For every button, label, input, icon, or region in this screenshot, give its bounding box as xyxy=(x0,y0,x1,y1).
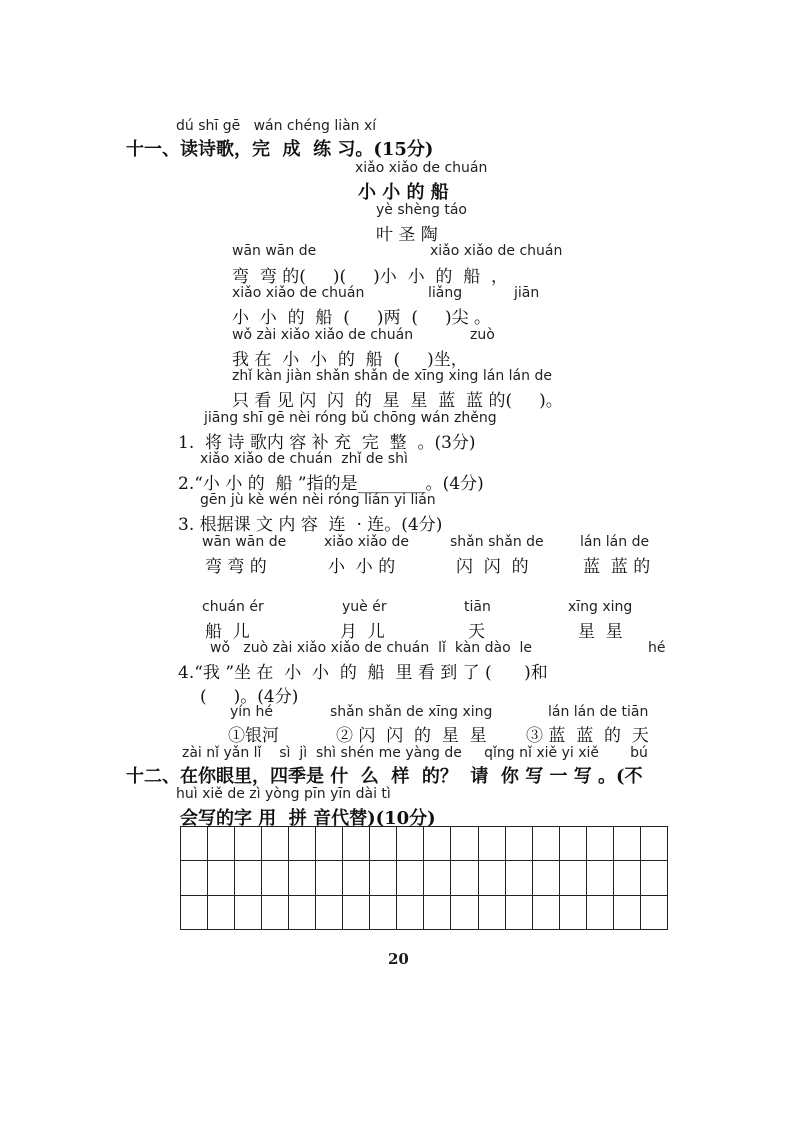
poem-line4: 只 看 见 闪 闪 的 星 星 蓝 蓝 的( )。 xyxy=(232,391,563,411)
q3-top-pinyin-1: xiǎo xiǎo de xyxy=(324,534,410,550)
page-number: 20 xyxy=(388,950,409,968)
q4-option-2[interactable]: ③ 蓝 蓝 的 天 xyxy=(526,726,649,746)
poem-line2-pinyin-c: jiān xyxy=(514,285,540,301)
section12-heading2: 会写的字 用 拼 音代替)(10分) xyxy=(180,808,436,829)
grid-cell[interactable] xyxy=(505,895,532,929)
q3-top-word-1[interactable]: 小 小 的 xyxy=(328,557,396,577)
grid-cell[interactable] xyxy=(478,861,505,895)
grid-row xyxy=(181,895,668,929)
q2-pinyin: xiǎo xiǎo de chuán zhǐ de shì xyxy=(200,451,408,467)
q4-text2: ( )。(4分) xyxy=(200,687,299,707)
grid-cell[interactable] xyxy=(613,827,640,861)
q4-option-pinyin-2: lán lán de tiān xyxy=(548,704,649,720)
grid-cell[interactable] xyxy=(397,827,424,861)
grid-cell[interactable] xyxy=(397,895,424,929)
q3-bottom-word-0[interactable]: 船 儿 xyxy=(205,622,250,642)
q4-pinyin-end: hé xyxy=(648,640,666,656)
grid-cell[interactable] xyxy=(532,861,559,895)
poem-line2: 小 小 的 船 ( )两 ( )尖 。 xyxy=(232,308,492,328)
poem-line1: 弯 弯 的( )( )小 小 的 船 ， xyxy=(232,267,509,287)
poem-author-pinyin: yè shèng táo xyxy=(376,202,467,218)
grid-cell[interactable] xyxy=(235,861,262,895)
poem-title-pinyin: xiǎo xiǎo de chuán xyxy=(355,160,488,176)
grid-cell[interactable] xyxy=(235,895,262,929)
grid-cell[interactable] xyxy=(343,827,370,861)
grid-cell[interactable] xyxy=(478,895,505,929)
grid-cell[interactable] xyxy=(289,895,316,929)
grid-cell[interactable] xyxy=(262,827,289,861)
q3-bottom-pinyin-3: xīng xing xyxy=(568,599,633,615)
poem-line1-pinyin-b: xiǎo xiǎo de chuán xyxy=(430,243,563,259)
q1-text: 1. 将 诗 歌内 容 补 充 完 整 。(3分) xyxy=(178,433,476,453)
grid-cell[interactable] xyxy=(586,827,613,861)
q1-pinyin: jiāng shī gē nèi róng bǔ chōng wán zhěng xyxy=(204,410,497,426)
q3-bottom-pinyin-0: chuán ér xyxy=(202,599,264,615)
poem-line2-pinyin-a: xiǎo xiǎo de chuán xyxy=(232,285,365,301)
grid-cell[interactable] xyxy=(343,861,370,895)
q3-bottom-pinyin-2: tiān xyxy=(464,599,491,615)
poem-line3-pinyin-a: wǒ zài xiǎo xiǎo de chuán xyxy=(232,327,414,343)
poem-line1-pinyin-a: wān wān de xyxy=(232,243,317,259)
grid-cell[interactable] xyxy=(208,895,235,929)
grid-cell[interactable] xyxy=(316,861,343,895)
q4-option-pinyin-1: shǎn shǎn de xīng xing xyxy=(330,704,493,720)
section12-heading: 十二、在你眼里，四季是 什 么 样 的？ 请 你 写 一 写 。(不 xyxy=(126,766,643,787)
grid-cell[interactable] xyxy=(208,861,235,895)
grid-cell[interactable] xyxy=(397,861,424,895)
q3-top-word-0[interactable]: 弯 弯 的 xyxy=(205,557,267,577)
grid-cell[interactable] xyxy=(424,895,451,929)
poem-author: 叶 圣 陶 xyxy=(376,225,438,245)
grid-cell[interactable] xyxy=(613,895,640,929)
grid-cell[interactable] xyxy=(262,861,289,895)
q3-bottom-pinyin-1: yuè ér xyxy=(342,599,387,615)
q3-top-word-2[interactable]: 闪 闪 的 xyxy=(456,557,529,577)
grid-cell[interactable] xyxy=(289,827,316,861)
q3-bottom-word-2[interactable]: 天 xyxy=(468,622,485,642)
grid-cell[interactable] xyxy=(478,827,505,861)
grid-cell[interactable] xyxy=(532,827,559,861)
grid-cell[interactable] xyxy=(370,827,397,861)
q3-top-pinyin-3: lán lán de xyxy=(580,534,650,550)
grid-cell[interactable] xyxy=(316,827,343,861)
grid-cell[interactable] xyxy=(262,895,289,929)
q3-pinyin: gēn jù kè wén nèi róng lián yi lián xyxy=(200,492,436,508)
grid-cell[interactable] xyxy=(640,861,667,895)
grid-cell[interactable] xyxy=(451,827,478,861)
q3-top-pinyin-0: wān wān de xyxy=(202,534,287,550)
grid-cell[interactable] xyxy=(370,895,397,929)
poem-line2-pinyin-b: liǎng xyxy=(428,285,463,301)
q4-text: 4.“我 ”坐 在 小 小 的 船 里 看 到 了 ( )和 xyxy=(178,663,548,683)
grid-cell[interactable] xyxy=(208,827,235,861)
q2-text: 2.“小 小 的 船 ”指的是________。(4分) xyxy=(178,474,484,494)
grid-cell[interactable] xyxy=(613,861,640,895)
grid-cell[interactable] xyxy=(451,895,478,929)
poem-line4-pinyin: zhǐ kàn jiàn shǎn shǎn de xīng xing lán lán de xyxy=(232,368,552,384)
grid-cell[interactable] xyxy=(559,895,586,929)
grid-cell[interactable] xyxy=(451,861,478,895)
q3-top-pinyin-2: shǎn shǎn de xyxy=(450,534,544,550)
grid-cell[interactable] xyxy=(586,861,613,895)
grid-cell[interactable] xyxy=(559,861,586,895)
q3-text: 3. 根据课 文 内 容 连 · 连。(4分) xyxy=(178,515,443,535)
q4-option-0[interactable]: ①银河 xyxy=(228,726,279,746)
grid-cell[interactable] xyxy=(343,895,370,929)
grid-cell[interactable] xyxy=(316,895,343,929)
grid-cell[interactable] xyxy=(181,895,208,929)
poem-title: 小 小 的 船 xyxy=(358,182,449,203)
grid-cell[interactable] xyxy=(640,895,667,929)
writing-grid[interactable] xyxy=(180,826,668,930)
grid-cell[interactable] xyxy=(181,827,208,861)
section12-pinyin2: huì xiě de zì yòng pīn yīn dài tì xyxy=(176,786,391,802)
section11-pinyin: dú shī gē wán chéng liàn xí xyxy=(176,118,377,134)
grid-cell[interactable] xyxy=(424,827,451,861)
grid-cell[interactable] xyxy=(559,827,586,861)
section12-pinyin: zài nǐ yǎn lǐ sì jì shì shén me yàng de qǐng nǐ xiě yi xiě bú xyxy=(182,745,648,761)
grid-cell[interactable] xyxy=(532,895,559,929)
poem-line3-pinyin-b: zuò xyxy=(470,327,495,343)
grid-cell[interactable] xyxy=(289,861,316,895)
grid-cell[interactable] xyxy=(505,861,532,895)
q3-top-word-3[interactable]: 蓝 蓝 的 xyxy=(583,557,651,577)
poem-line3: 我 在 小 小 的 船 ( )坐， xyxy=(232,350,468,370)
grid-cell[interactable] xyxy=(640,827,667,861)
grid-cell[interactable] xyxy=(370,861,397,895)
q4-option-1[interactable]: ② 闪 闪 的 星 星 xyxy=(336,726,487,746)
grid-cell[interactable] xyxy=(235,827,262,861)
grid-row xyxy=(181,827,668,861)
grid-cell[interactable] xyxy=(424,861,451,895)
q3-bottom-word-3[interactable]: 星 星 xyxy=(578,622,623,642)
q3-bottom-word-1[interactable]: 月 儿 xyxy=(340,622,385,642)
grid-cell[interactable] xyxy=(586,895,613,929)
section11-heading: 十一、读诗歌，完 成 练 习。(15分) xyxy=(126,139,434,160)
q4-pinyin: wǒ zuò zài xiǎo xiǎo de chuán lǐ kàn dào le xyxy=(210,640,533,656)
grid-cell[interactable] xyxy=(505,827,532,861)
grid-cell[interactable] xyxy=(181,861,208,895)
grid-row xyxy=(181,861,668,895)
q4-option-pinyin-0: yín hé xyxy=(230,704,273,720)
